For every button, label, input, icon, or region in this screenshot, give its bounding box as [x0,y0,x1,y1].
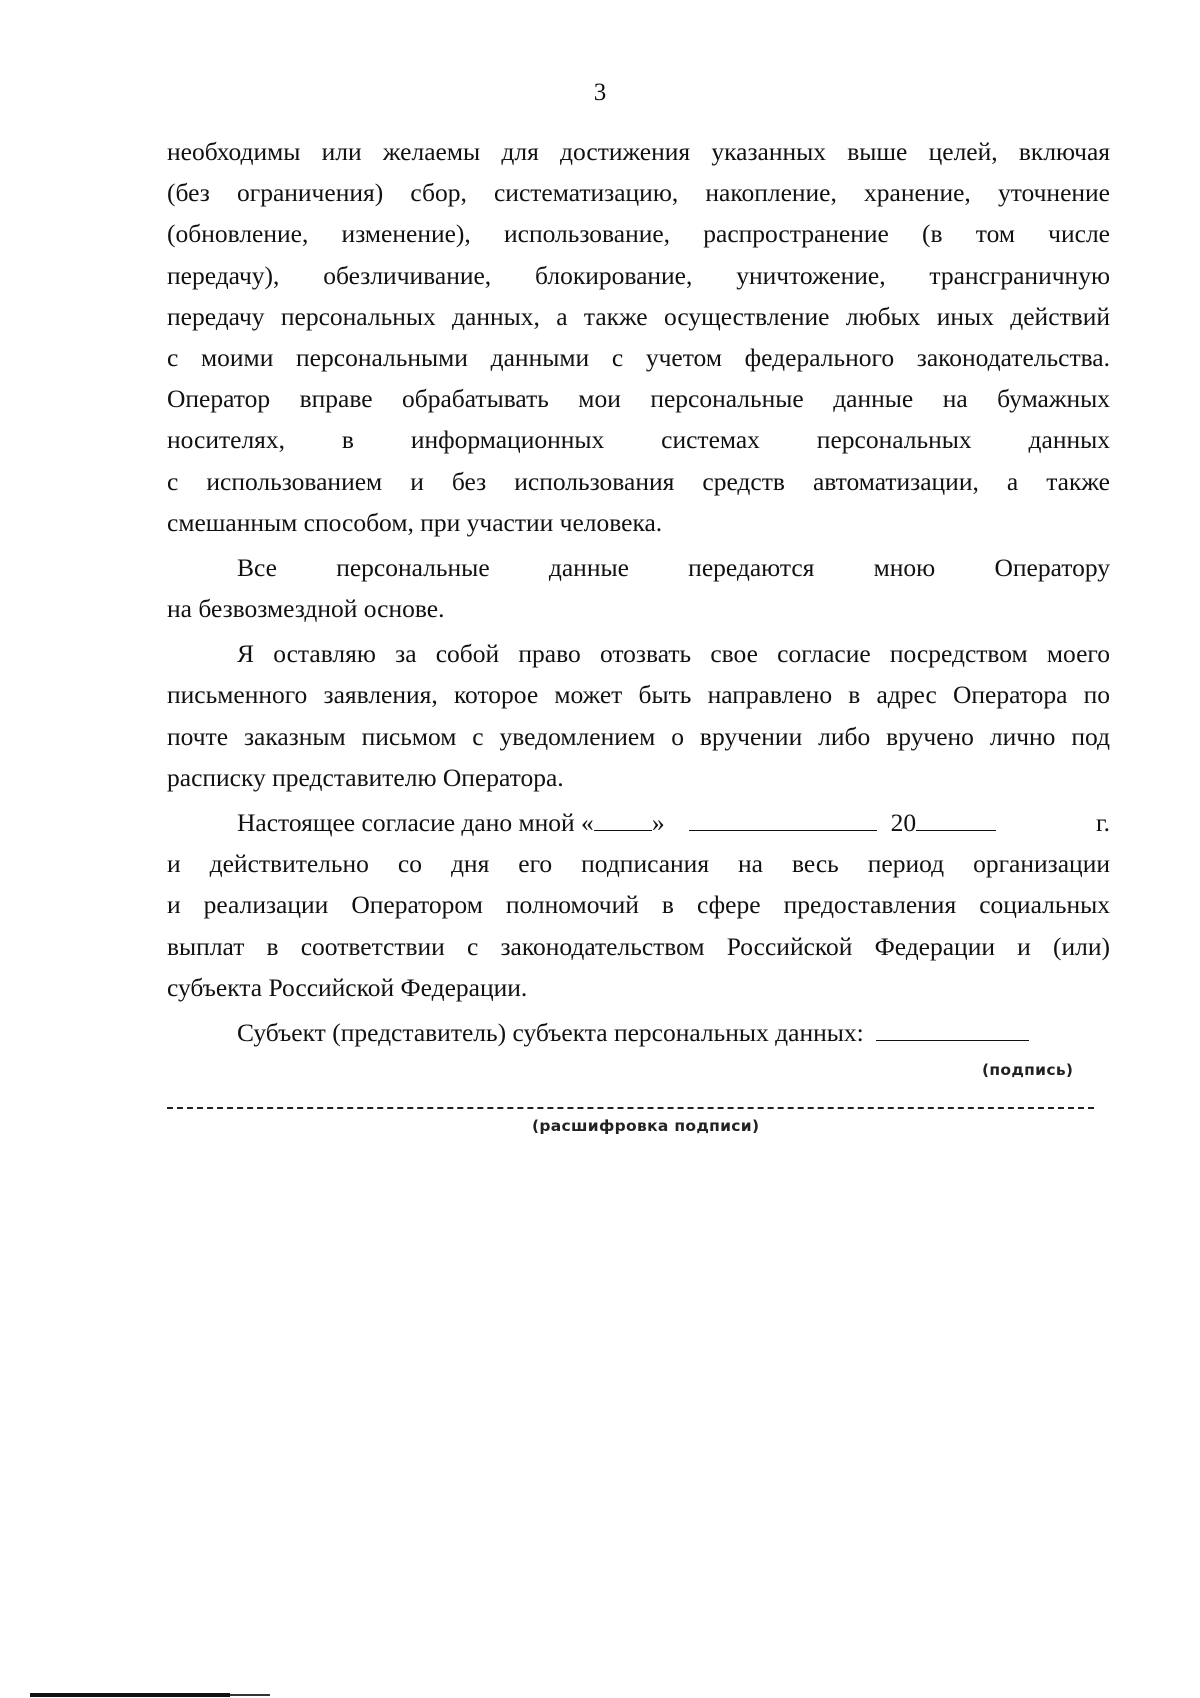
signature-decryption-line[interactable] [167,1107,1094,1109]
text-line: передачу персональных данных, а также осуществление любых иных действий [167,301,1110,331]
footer-rule [30,1692,270,1698]
subject-signature-line [167,1012,1110,1053]
text-line: выплат в соответствии с законодательством Российской Федерации и (или) [167,931,1110,961]
year-prefix: 20 [890,808,917,837]
text-line: субъекта Российской Федерации. [167,972,528,1002]
paragraph-free-of-charge [167,547,1110,629]
decryption-caption: (расшифровка подписи) [532,1117,760,1135]
paragraph-revocation [167,633,1110,798]
text-line: передачу), обезличивание, блокирование, уничтожение, трансграничную [167,260,1110,290]
subject-label: Субъект (представитель) субъекта персональных данных: [237,1017,864,1047]
text-line: и действительно со дня его подписания на весь период организации [167,849,1110,879]
text-line: необходимы или желаемы для достижения указанных выше целей, включая [167,137,1110,166]
signature-blank-field[interactable] [876,1018,1029,1041]
page-number: 3 [593,79,607,106]
text-line: Оператор вправе обрабатывать мои персональные данные на бумажных [167,384,1110,414]
quote-close: » [651,808,665,837]
year-blank-field[interactable] [916,808,996,831]
text-line: с использованием и без использования средств автоматизации, а также [167,466,1110,496]
document-body [167,131,1110,1053]
text-line: (обновление, изменение), использование, распространение (в том числе [167,219,1110,249]
text-line: почте заказным письмом с уведомлением о вручении либо вручено лично под [167,721,1110,751]
day-blank-field[interactable] [594,808,652,831]
year-suffix: г. [1096,808,1110,837]
text-line: с моими персональными данными с учетом федерального законодательства. [167,342,1110,372]
month-blank-field[interactable] [689,808,877,831]
text-line: (без ограничения) сбор, систематизацию, накопление, хранение, уточнение [167,178,1110,208]
paragraph-processing-actions [167,131,1110,543]
consent-date-line [167,802,1110,843]
paragraph-validity [167,802,1110,1008]
text-line: носителях, в информационных системах персональных данных [167,425,1110,455]
text-line: смешанным способом, при участии человека. [167,507,663,537]
text-line: Все персональные данные передаются мною Оператору [237,552,1110,582]
consent-date-text: Настоящее согласие дано мной « [237,808,594,837]
text-line: расписку представителю Оператора. [167,762,564,792]
text-line: и реализации Оператором полномочий в сфере предоставления социальных [167,890,1110,920]
text-line: письменного заявления, которое может быть направлено в адрес Оператора по [167,680,1110,710]
signature-caption: (подпись) [982,1061,1074,1079]
text-line: на безвозмездной основе. [167,594,445,624]
text-line: Я оставляю за собой право отозвать свое согласие посредством моего [237,639,1110,669]
